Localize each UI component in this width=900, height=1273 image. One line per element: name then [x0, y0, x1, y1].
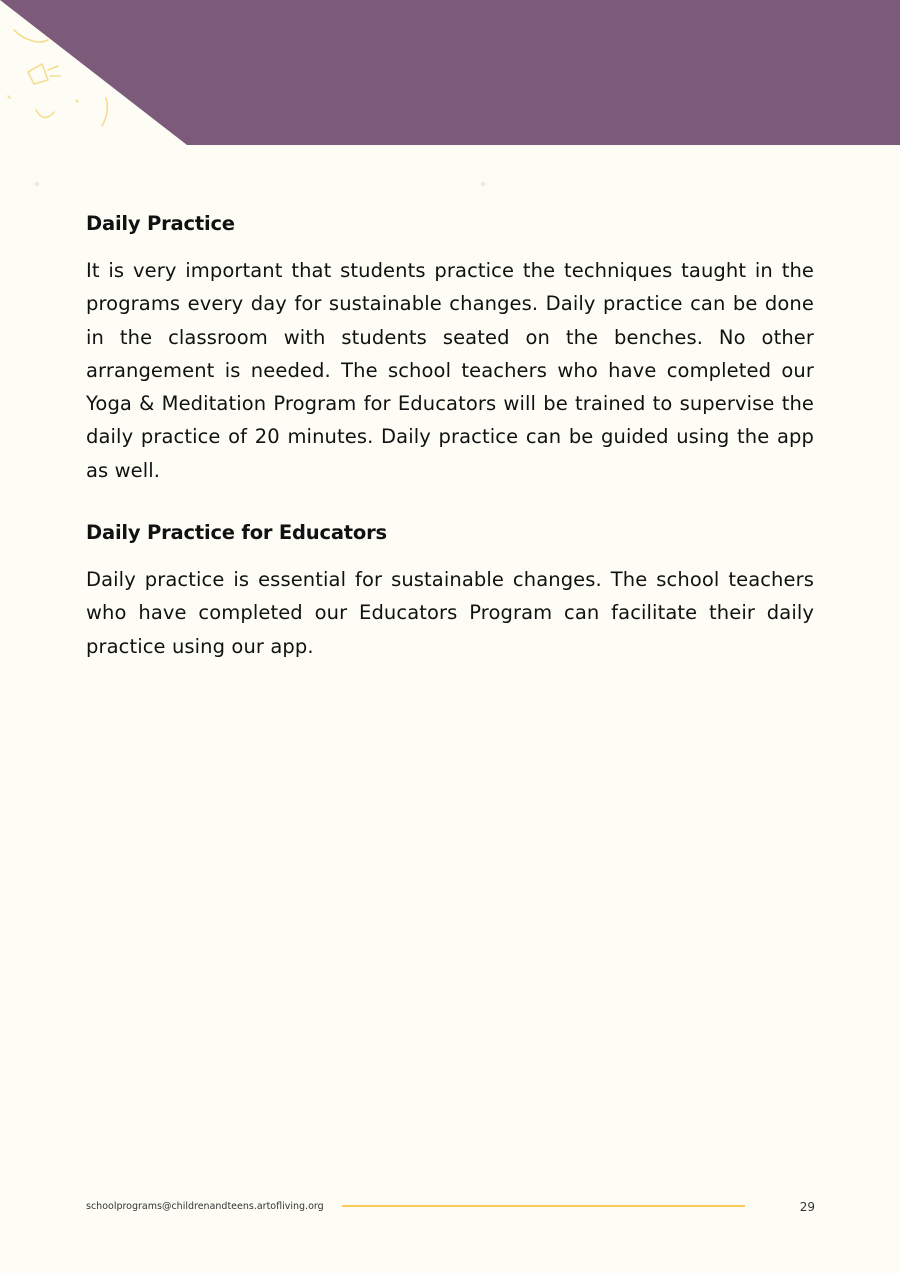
section-daily-practice [86, 209, 814, 487]
footer-divider [342, 1205, 745, 1207]
sparkle-icon [479, 180, 487, 188]
section-paragraph: It is very important that students practice the techniques taught in the programs every day for sustainable changes. Daily practice can be done in the classroom with students seated on the benches. No other arrangement is needed. The school teachers who have completed our Yoga & Meditation Program for Educators will be trained to supervise the daily practice of 20 minutes. Daily practice can be guided using the app as well. [86, 259, 814, 482]
section-heading: Daily Practice [86, 212, 235, 235]
page-footer [86, 1199, 815, 1219]
page-number: 29 [799, 1200, 815, 1214]
footer-email-link[interactable]: schoolprograms@childrenandteens.artofliving.org [86, 1201, 324, 1212]
main-content [86, 209, 814, 663]
header-banner-shape [0, 0, 900, 145]
section-daily-practice-educators [86, 518, 814, 663]
header-banner [0, 0, 900, 145]
sparkle-icon [33, 180, 41, 188]
section-paragraph: Daily practice is essential for sustainable changes. The school teachers who have completed our Educators Program can facilitate their daily practice using our app. [86, 568, 814, 658]
section-heading: Daily Practice for Educators [86, 521, 387, 545]
